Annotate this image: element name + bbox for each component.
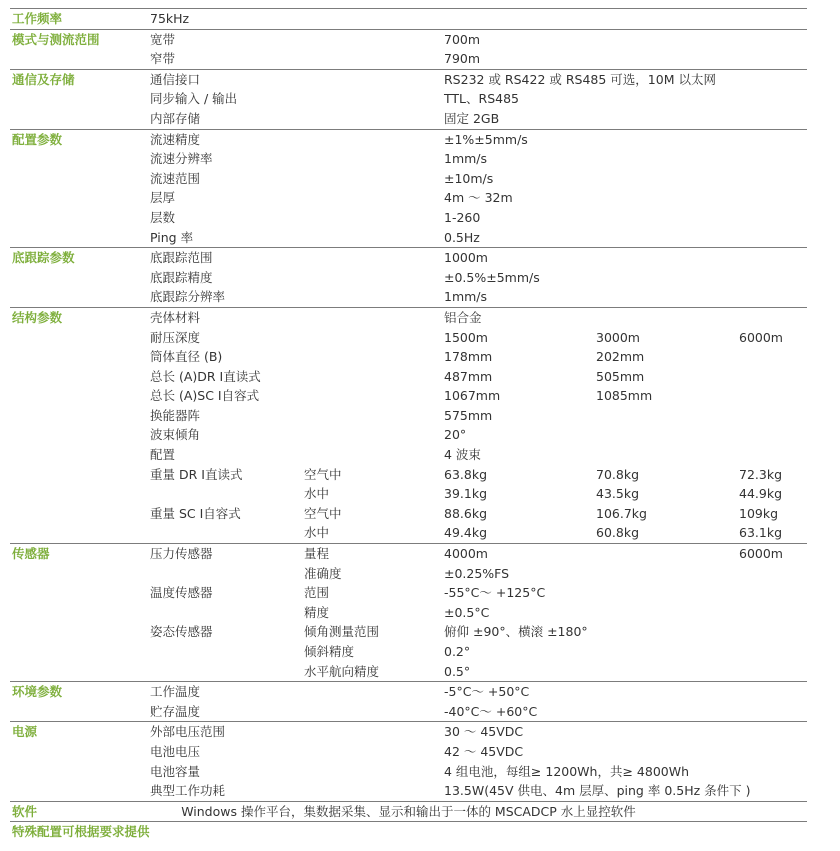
value-2: 3000m	[596, 329, 640, 345]
spec-row	[10, 583, 807, 603]
footer-note: 特殊配置可根据要求提供	[12, 824, 150, 840]
value-1: 575mm	[444, 407, 493, 423]
footer-row	[10, 822, 807, 842]
value-1: 0.5°	[444, 663, 471, 679]
value-1: 0.2°	[444, 644, 471, 659]
param-name: 内部存储	[150, 110, 201, 126]
value-1: 30 ～ 45VDC	[444, 724, 524, 740]
spec-row	[10, 681, 807, 702]
value-3: 72.3kg	[739, 466, 783, 482]
section-label: 环境参数	[12, 684, 63, 700]
sub-param: 准确度	[304, 565, 342, 581]
spec-row	[10, 465, 807, 485]
sub-param: 水中	[304, 486, 330, 502]
spec-row	[10, 484, 807, 504]
section-label: 传感器	[12, 546, 50, 562]
spec-row	[10, 8, 807, 29]
spec-row	[10, 523, 807, 543]
value-1: 4000m	[444, 546, 488, 562]
spec-row	[10, 662, 807, 682]
value-1: 固定 2GB	[444, 110, 500, 126]
value-1: 1mm/s	[444, 289, 488, 305]
value-1: 63.8kg	[444, 466, 488, 482]
value-1: 20°	[444, 427, 467, 443]
spec-sheet	[10, 8, 807, 842]
value-1: 1-260	[444, 209, 481, 225]
sub-param: 倾斜精度	[304, 644, 355, 659]
spec-row	[10, 188, 807, 208]
section-label: 配置参数	[12, 131, 63, 147]
param-name: 流速分辨率	[150, 151, 213, 167]
sub-param: 精度	[304, 604, 330, 620]
value-1: 1mm/s	[444, 151, 488, 167]
value-2: 106.7kg	[596, 505, 647, 521]
value-1: -5°C～ +50°C	[444, 684, 530, 700]
param-name: 层厚	[150, 190, 176, 206]
spec-row	[10, 287, 807, 307]
param-name: 总长 (A)DR Ⅰ直读式	[150, 368, 261, 384]
spec-row	[10, 564, 807, 584]
value-3: 109kg	[739, 505, 779, 521]
value-1: 49.4kg	[444, 525, 488, 541]
param-name: 层数	[150, 209, 176, 225]
param-name: 电池电压	[150, 743, 201, 759]
sub-param: 水平航向精度	[304, 663, 380, 679]
sub-param: 量程	[304, 546, 330, 562]
value-1: 42 ～ 45VDC	[444, 743, 524, 759]
value-1: ±0.5°C	[444, 604, 490, 620]
param-name: Ping 率	[150, 229, 194, 245]
sub-param: 范围	[304, 585, 330, 601]
value-1: 4 波束	[444, 447, 481, 463]
spec-row	[10, 347, 807, 367]
param-name: 典型工作功耗	[150, 783, 226, 799]
spec-row	[10, 109, 807, 129]
value-1: 4m ～ 32m	[444, 190, 513, 206]
param-name: 耐压深度	[150, 329, 201, 345]
param-name: 外部电压范围	[150, 724, 226, 740]
section-label: 结构参数	[12, 309, 63, 325]
value-1: 487mm	[444, 368, 493, 384]
spec-row	[10, 228, 807, 248]
value-1: TTL、RS485	[444, 91, 519, 107]
spec-row	[10, 445, 807, 465]
param-name: 通信接口	[150, 71, 201, 87]
sub-param: 倾角测量范围	[304, 624, 380, 640]
value-3: 44.9kg	[739, 486, 783, 502]
value-1: 700m	[444, 31, 481, 47]
param-name: 压力传感器	[150, 546, 213, 562]
spec-row	[10, 307, 807, 328]
param-name: 窄带	[150, 51, 176, 67]
param-name: 重量 SC Ⅰ自容式	[150, 505, 241, 521]
value-2: 202mm	[596, 349, 645, 365]
software-row	[10, 801, 807, 823]
sub-param: 空气中	[304, 466, 342, 482]
param-name: 电池容量	[150, 763, 201, 779]
spec-row	[10, 386, 807, 406]
value-1: 4 组电池，每组≥ 1200Wh，共≥ 4800Wh	[444, 763, 690, 779]
value-3: 6000m	[739, 546, 783, 562]
value-1: 1000m	[444, 250, 488, 266]
value-2: 60.8kg	[596, 525, 640, 541]
param-name: 温度传感器	[150, 585, 213, 601]
spec-row	[10, 406, 807, 426]
param-name: 壳体材料	[150, 309, 201, 325]
spec-row	[10, 169, 807, 189]
param-name: 贮存温度	[150, 703, 201, 719]
spec-row	[10, 742, 807, 762]
spec-row	[10, 543, 807, 564]
spec-row	[10, 129, 807, 150]
param-name: 换能器阵	[150, 407, 201, 423]
spec-row	[10, 702, 807, 722]
spec-row	[10, 247, 807, 268]
value-1: ±0.5%±5mm/s	[444, 269, 540, 285]
value-1: 0.5Hz	[444, 229, 480, 245]
param-name: 波束倾角	[150, 427, 201, 443]
value-1: ±1%±5mm/s	[444, 131, 528, 147]
spec-row	[10, 49, 807, 69]
value-1: RS232 或 RS422 或 RS485 可选，10M 以太网	[444, 71, 716, 87]
spec-row	[10, 781, 807, 801]
value-1: 1067mm	[444, 388, 501, 404]
sub-param: 空气中	[304, 505, 342, 521]
value-1: 790m	[444, 51, 481, 67]
spec-row	[10, 89, 807, 109]
value-1: 俯仰 ±90°、横滚 ±180°	[444, 624, 588, 640]
value-3: 63.1kg	[739, 525, 783, 541]
value-1: ±0.25%FS	[444, 565, 510, 581]
param-name: 总长 (A)SC Ⅰ自容式	[150, 388, 260, 404]
spec-row	[10, 268, 807, 288]
param-name: 同步输入 / 输出	[150, 91, 238, 107]
value-1: -40°C～ +60°C	[444, 703, 538, 719]
spec-row	[10, 425, 807, 445]
spec-row	[10, 603, 807, 623]
sub-param: 水中	[304, 525, 330, 541]
param-name: 底跟踪分辨率	[150, 289, 226, 305]
value-2: 505mm	[596, 368, 645, 384]
param-name: 流速精度	[150, 131, 201, 147]
value-1: 1500m	[444, 329, 488, 345]
spec-row	[10, 504, 807, 524]
value-1: 13.5W(45V 供电、4m 层厚、ping 率 0.5Hz 条件下 )	[444, 783, 751, 799]
value-1: 铝合金	[444, 309, 482, 325]
param-name: 筒体直径 (B)	[150, 349, 223, 365]
param-name: 流速范围	[150, 170, 201, 186]
value-2: 1085mm	[596, 388, 653, 404]
spec-row	[10, 762, 807, 782]
value-1: 88.6kg	[444, 505, 488, 521]
value-2: 43.5kg	[596, 486, 640, 502]
param-name: 底跟踪精度	[150, 269, 213, 285]
section-label: 电源	[12, 724, 38, 740]
spec-row	[10, 622, 807, 642]
section-label: 软件	[12, 803, 38, 819]
value-1: -55°C～ +125°C	[444, 585, 546, 601]
param-name: 姿态传感器	[150, 624, 213, 640]
value-1: 178mm	[444, 349, 493, 365]
spec-row	[10, 208, 807, 228]
value-1: ±10m/s	[444, 170, 494, 186]
spec-row	[10, 642, 807, 662]
value-2: 70.8kg	[596, 466, 640, 482]
section-label: 模式与测流范围	[12, 31, 100, 47]
spec-row	[10, 367, 807, 387]
software-description: Windows 操作平台，集数据采集、显示和输出于一体的 MSCADCP 水上显控软件	[181, 803, 636, 819]
param-name: 宽带	[150, 31, 176, 47]
param-name: 重量 DR Ⅰ直读式	[150, 466, 243, 482]
spec-row	[10, 29, 807, 50]
value-3: 6000m	[739, 329, 783, 345]
section-label: 底跟踪参数	[12, 250, 75, 266]
param-name: 配置	[150, 447, 176, 463]
spec-row	[10, 149, 807, 169]
param-name: 工作温度	[150, 684, 201, 700]
value-1: 39.1kg	[444, 486, 488, 502]
param-name: 75kHz	[150, 11, 190, 26]
section-label: 通信及存储	[12, 71, 75, 87]
spec-row	[10, 721, 807, 742]
spec-row	[10, 69, 807, 90]
section-label: 工作频率	[12, 11, 63, 26]
spec-row	[10, 328, 807, 348]
param-name: 底跟踪范围	[150, 250, 213, 266]
